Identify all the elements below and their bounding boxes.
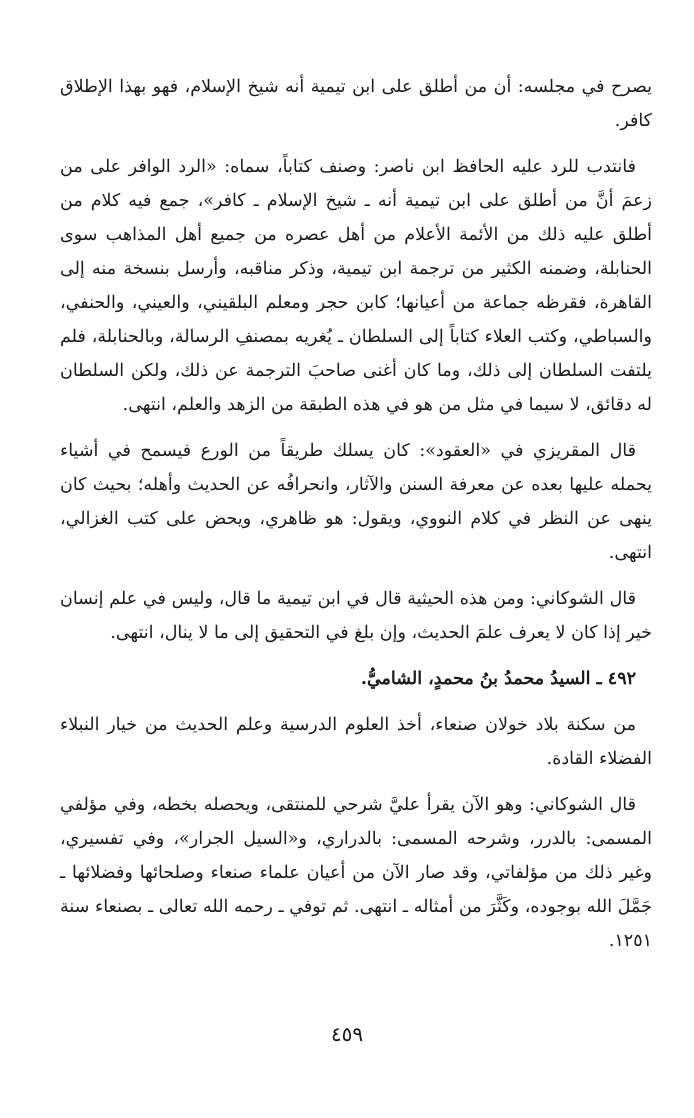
paragraph: قال الشوكاني: ومن هذه الحيثية قال في ابن تيمية ما قال، وليس في علم إنسان خير إذا كان لا يعرف علمَ الحديث، وإن بلغ في التحقيق إلى ما لا ينال، انتهى.	[60, 589, 652, 643]
paragraph: من سكنة بلاد خولان صنعاء، أخذ العلوم الدرسية وعلم الحديث من خيار النبلاء الفضلاء القادة.	[60, 715, 652, 769]
paragraph: قال المقريزي في «العقود»: كان يسلك طريقاً من الورع فيسمح في أشياء يحمله عليها بعده عن معرفة السنن والآثار، وانحرافُه عن الحديث وأهله؛ بحيث كان ينهى عن النظر في كلام النووي، ويقول: هو ظاهري، ويحض على كتب الغزالي، انتهى.	[60, 441, 652, 563]
page-body	[60, 70, 652, 970]
paragraph: فانتدب للرد عليه الحافظ ابن ناصر: وصنف كتاباً، سماه: «الرد الوافر على من زعمَ أنَّ من أطلق على ابن تيمية أنه ـ شيخ الإسلام ـ كافر»، جمع فيه كلام من أطلق عليه ذلك من الأئمة الأعلام من أهل عصره من جميع أهل المذاهب سوى الحنابلة، وضمنه الكثير من ترجمة ابن تيمية، وذكر مناقبه، وأرسل بنسخة منه إلى القاهرة، فقرظه جماعة من أعيانها؛ كابن حجر ومعلم البلقيني، والعيني، والحنفي، والسباطي، وكتب العلاء كتاباً إلى السلطان ـ يُغريه بمصنفِ الرسالة، وبالحنابلة، فلم يلتفت السلطان إلى ذلك، وما كان أغنى صاحبَ الترجمة عن ذلك، ولكن السلطان له دقائق، لا سيما في مثل من هو في هذه الطبقة من الزهد والعلم، انتهى.	[60, 157, 652, 415]
page-number: ٤٥٩	[330, 1022, 364, 1046]
entry-heading: ٤٩٢ ـ السيدُ محمدُ بنُ محمدٍ، الشاميُّ.	[360, 669, 636, 689]
paragraph: يصرح في مجلسه: أن من أطلق على ابن تيمية أنه شيخ الإسلام، فهو بهذا الإطلاق كافر.	[60, 77, 652, 131]
paragraph: قال الشوكاني: وهو الآن يقرأ عليَّ شرحي للمنتقى، ويحصله بخطه، وفي مؤلفي المسمى: بالدرر، وشرحه المسمى: بالدراري، و«السيل الجرار»، وفي تفسيري، وغير ذلك من مؤلفاتي، وقد صار الآن من أعيان علماء صنعاء وصلحائها وفضلائها ـ جَمَّلَ الله بوجوده، وكَثَّرَ من أمثاله ـ انتهى. ثم توفي ـ رحمه الله تعالى ـ بصنعاء سنة ١٢٥١.	[60, 795, 652, 951]
